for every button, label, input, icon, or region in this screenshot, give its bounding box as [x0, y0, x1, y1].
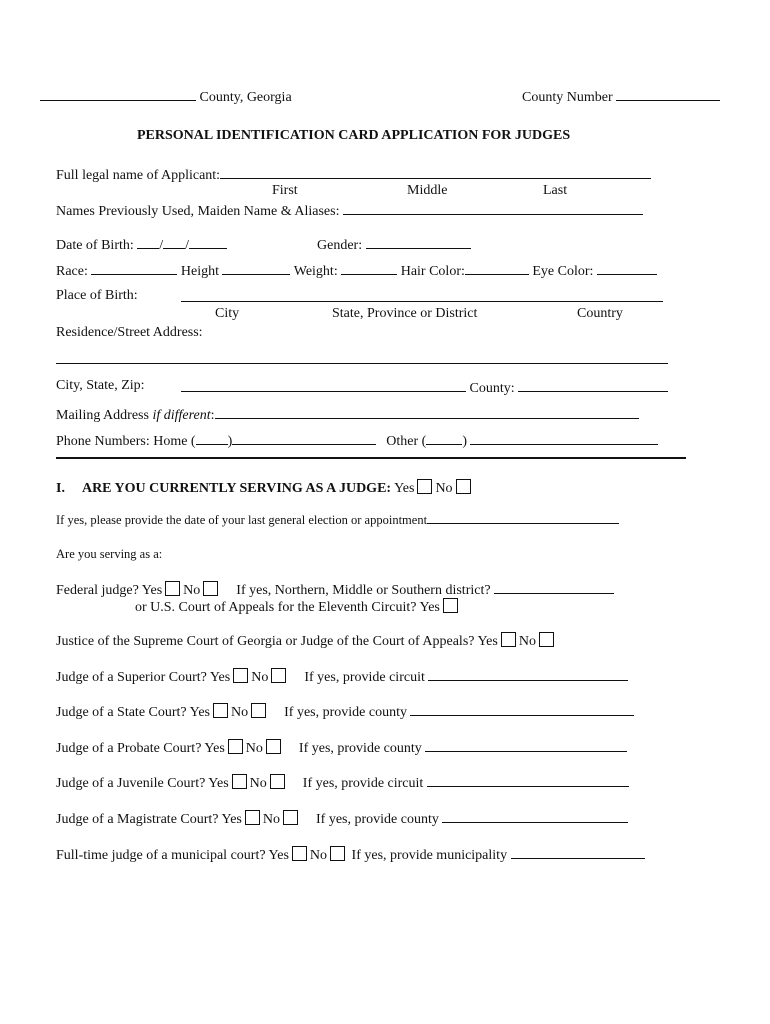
phone-home-paren: ) [227, 434, 233, 449]
election-label: If yes, please provide the date of your last general election or appointment [56, 513, 428, 527]
juvenile-no-label: No [249, 776, 267, 791]
county-name-field[interactable] [40, 87, 196, 101]
municipal-question: Full-time judge of a municipal court? [56, 848, 266, 863]
county-line [40, 87, 292, 106]
probate-county-field[interactable] [425, 738, 627, 752]
previous-names-row [56, 201, 643, 220]
birthplace-state: State, Province or District [332, 306, 478, 321]
phone-home-label: Phone Numbers: Home ( [56, 434, 196, 449]
juvenile-yes-label: Yes [208, 776, 229, 791]
dob-day-field[interactable] [163, 235, 185, 249]
mailing-row [56, 405, 639, 424]
phone-other-area-field[interactable] [426, 431, 462, 445]
state-yes-label: Yes [189, 705, 210, 720]
probate-yes-checkbox[interactable] [228, 739, 243, 754]
birthplace-label: Place of Birth: [56, 288, 138, 303]
supreme-no-checkbox[interactable] [539, 632, 554, 647]
county-number-line [522, 87, 720, 106]
birthplace-city: City [215, 306, 240, 321]
full-name-label: Full legal name of Applicant: [56, 168, 221, 183]
juvenile-no-checkbox[interactable] [270, 774, 285, 789]
phone-other-field[interactable] [470, 431, 658, 445]
probate-county-label: If yes, provide county [298, 741, 422, 756]
city-county-row [181, 378, 668, 397]
superior-question: Judge of a Superior Court? [56, 670, 207, 685]
eye-label: Eye Color: [532, 264, 594, 279]
height-label: Height [180, 264, 219, 279]
dob-month-field[interactable] [137, 235, 159, 249]
gender-row [317, 235, 471, 254]
juvenile-circuit-label: If yes, provide circuit [302, 776, 424, 791]
federal-no-label: No [183, 583, 201, 598]
state-question: Judge of a State Court? [56, 705, 187, 720]
hair-label: Hair Color: [400, 264, 465, 279]
magistrate-yes-checkbox[interactable] [245, 810, 260, 825]
county-suffix: County, Georgia [199, 90, 292, 105]
dob-row: Date of Birth: / / [56, 235, 227, 254]
state-county-field[interactable] [410, 702, 634, 716]
height-field[interactable] [222, 261, 290, 275]
residence-label: Residence/Street Address: [56, 325, 203, 340]
probate-question: Judge of a Probate Court? [56, 741, 202, 756]
supreme-yes-checkbox[interactable] [501, 632, 516, 647]
state-row [56, 702, 634, 721]
section-divider [56, 457, 686, 459]
weight-label: Weight: [293, 264, 338, 279]
city-state-zip-label: City, State, Zip: [56, 378, 145, 393]
physical-row [56, 261, 657, 280]
superior-no-checkbox[interactable] [271, 668, 286, 683]
gender-label: Gender: [317, 238, 363, 253]
serving-as-label: Are you serving as a: [56, 547, 163, 561]
superior-yes-label: Yes [209, 670, 231, 685]
probate-no-checkbox[interactable] [266, 739, 281, 754]
hair-field[interactable] [465, 261, 529, 275]
state-no-label: No [231, 705, 249, 720]
mailing-suffix: if different [152, 408, 211, 423]
municipal-row [56, 845, 645, 864]
superior-no-label: No [251, 670, 269, 685]
county-number-field[interactable] [616, 87, 720, 101]
residence-field[interactable] [56, 363, 668, 364]
magistrate-question: Judge of a Magistrate Court? [56, 812, 219, 827]
birthplace-country: Country [577, 306, 623, 321]
magistrate-no-checkbox[interactable] [283, 810, 298, 825]
federal-district-field[interactable] [494, 580, 614, 594]
eleventh-yes-checkbox[interactable] [443, 598, 458, 613]
juvenile-yes-checkbox[interactable] [232, 774, 247, 789]
full-name-field[interactable] [220, 165, 651, 179]
dob-year-field[interactable] [189, 235, 227, 249]
mailing-field[interactable] [215, 405, 639, 419]
race-label: Race: [56, 264, 88, 279]
eleventh-yes-label: Yes [419, 600, 440, 615]
probate-no-label: No [245, 741, 263, 756]
juvenile-question: Judge of a Juvenile Court? [56, 776, 206, 791]
county-field[interactable] [518, 378, 668, 392]
section1-heading: ARE YOU CURRENTLY SERVING AS A JUDGE: [81, 481, 392, 496]
municipal-yes-label: Yes [268, 848, 289, 863]
name-part-last: Last [543, 183, 568, 198]
serving-no-checkbox[interactable] [456, 479, 471, 494]
election-date-field[interactable] [427, 512, 619, 524]
juvenile-row [56, 773, 629, 792]
race-field[interactable] [91, 261, 177, 275]
probate-yes-label: Yes [204, 741, 225, 756]
supreme-question: Justice of the Supreme Court of Georgia or Judge of the Court of Appeals? [56, 634, 475, 649]
federal-district-label: If yes, Northern, Middle or Southern district? [236, 583, 491, 598]
state-no-checkbox[interactable] [251, 703, 266, 718]
phone-home-area-field[interactable] [196, 431, 228, 445]
election-row [56, 512, 619, 528]
weight-field[interactable] [341, 261, 397, 275]
dob-label: Date of Birth: [56, 238, 134, 253]
federal-row [56, 580, 614, 599]
mailing-label: Mailing Address [56, 408, 149, 423]
city-state-zip-field[interactable] [181, 378, 466, 392]
phone-row [56, 431, 658, 450]
county-number-label: County Number [522, 90, 613, 105]
phone-home-field[interactable] [232, 431, 376, 445]
county-label: County: [469, 381, 515, 396]
municipal-label: If yes, provide municipality [351, 848, 508, 863]
serving-no-label: No [435, 481, 453, 496]
municipal-no-label: No [309, 848, 328, 863]
mailing-colon: : [210, 408, 215, 423]
phone-other-paren: ) [462, 434, 467, 449]
name-part-first: First [272, 183, 298, 198]
birthplace-field[interactable] [181, 301, 663, 302]
superior-circuit-label: If yes, provide circuit [304, 670, 425, 685]
state-county-label: If yes, provide county [284, 705, 407, 720]
federal-yes-label: Yes [141, 583, 163, 598]
serving-yes-checkbox[interactable] [417, 479, 432, 494]
federal-question: Federal judge? [56, 583, 139, 598]
section1-heading-row [56, 479, 474, 497]
superior-yes-checkbox[interactable] [233, 668, 248, 683]
state-yes-checkbox[interactable] [213, 703, 228, 718]
supreme-yes-label: Yes [477, 634, 498, 649]
eleventh-circuit-row [135, 598, 461, 616]
magistrate-county-label: If yes, provide county [316, 812, 439, 827]
superior-row [56, 667, 628, 686]
juvenile-circuit-field[interactable] [427, 773, 629, 787]
federal-no-checkbox[interactable] [203, 581, 218, 596]
previous-names-field[interactable] [343, 201, 643, 215]
superior-circuit-field[interactable] [428, 667, 628, 681]
section1-number: I. [56, 481, 65, 496]
magistrate-no-label: No [262, 812, 280, 827]
probate-row [56, 738, 627, 757]
magistrate-row [56, 809, 628, 828]
municipal-yes-checkbox[interactable] [292, 846, 307, 861]
federal-yes-checkbox[interactable] [165, 581, 180, 596]
magistrate-county-field[interactable] [442, 809, 628, 823]
name-part-middle: Middle [407, 183, 448, 198]
eleventh-circuit-label: or U.S. Court of Appeals for the Eleventh Circuit? [135, 600, 417, 615]
serving-yes-label: Yes [394, 481, 415, 496]
phone-other-label: Other ( [386, 434, 427, 449]
eye-field[interactable] [597, 261, 657, 275]
magistrate-yes-label: Yes [221, 812, 242, 827]
full-name-row [56, 165, 651, 184]
supreme-no-label: No [518, 634, 536, 649]
municipal-field[interactable] [511, 845, 645, 859]
supreme-row [56, 632, 557, 650]
previous-names-label: Names Previously Used, Maiden Name & Aliases: [56, 204, 340, 219]
page-title: PERSONAL IDENTIFICATION CARD APPLICATION FOR JUDGES [137, 128, 571, 143]
gender-field[interactable] [366, 235, 471, 249]
municipal-no-checkbox[interactable] [330, 846, 345, 861]
